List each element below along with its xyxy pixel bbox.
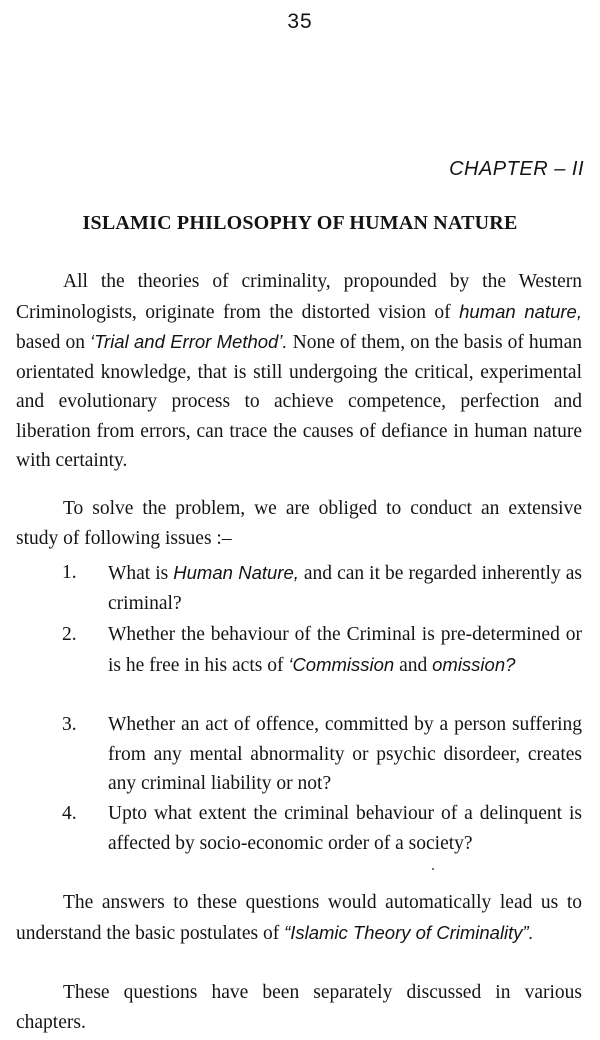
closing-paragraph — [16, 978, 582, 1037]
intro-text-2: based on — [16, 332, 90, 353]
question-list-item — [16, 558, 582, 618]
question-number: 3. — [62, 714, 77, 735]
question-text: and can it be regarded inherently as criminal? — [108, 563, 582, 614]
question-italic: omission? — [432, 653, 516, 675]
question-text: What is — [108, 563, 174, 584]
intro-paragraph — [16, 267, 582, 476]
question-italic: ‘Commission — [288, 653, 395, 675]
chapter-heading: CHAPTER – II — [449, 158, 584, 180]
closing-text: These questions have been separately discussed in various chapters. — [16, 982, 582, 1033]
ink-speck — [432, 868, 434, 870]
intro-italic-trial-error: ‘Trial and Error Method’. — [90, 331, 288, 352]
page-number: 35 — [287, 10, 313, 33]
question-number: 2. — [62, 624, 77, 645]
intro-text-1: All the theories of criminality, propounded by the Western Criminologists, originate from the distorted vision of — [16, 271, 582, 323]
question-text: Whether the behaviour of the Criminal is pre-determined or is he free in his acts of — [108, 624, 582, 676]
problem-text: To solve the problem, we are obliged to conduct an extensive study of following issues :– — [16, 498, 582, 549]
question-number: 1. — [62, 562, 77, 583]
answers-italic-theory: “Islamic Theory of Criminality”. — [284, 921, 534, 943]
question-list-item — [16, 710, 582, 799]
question-text: Whether an act of offence, committed by a person suffering from any mental abnormality or psychic disordeer, creates any criminal liability or not? — [108, 714, 582, 794]
problem-paragraph — [16, 494, 582, 553]
question-number: 4. — [62, 803, 77, 824]
intro-text-3: None of them, on the basis of human orientated knowledge, that is still undergoing the critical, experimental and evolutionary process to achieve competence, perfection and liberation from errors, can trace the causes of defiance in human nature with certainty. — [16, 332, 582, 471]
question-list-item — [16, 799, 582, 858]
answers-paragraph — [16, 888, 582, 948]
question-list-item — [16, 620, 582, 680]
intro-italic-human-nature: human nature, — [459, 300, 582, 322]
answers-text: The answers to these questions would automatically lead us to understand the basic postulates of — [16, 892, 582, 944]
question-text: and — [394, 654, 433, 676]
page-title: ISLAMIC PHILOSOPHY OF HUMAN NATURE — [82, 212, 518, 234]
question-text: Upto what extent the criminal behaviour of a delinquent is affected by socio-economic order of a society? — [108, 803, 582, 854]
question-italic: Human Nature, — [173, 562, 299, 583]
